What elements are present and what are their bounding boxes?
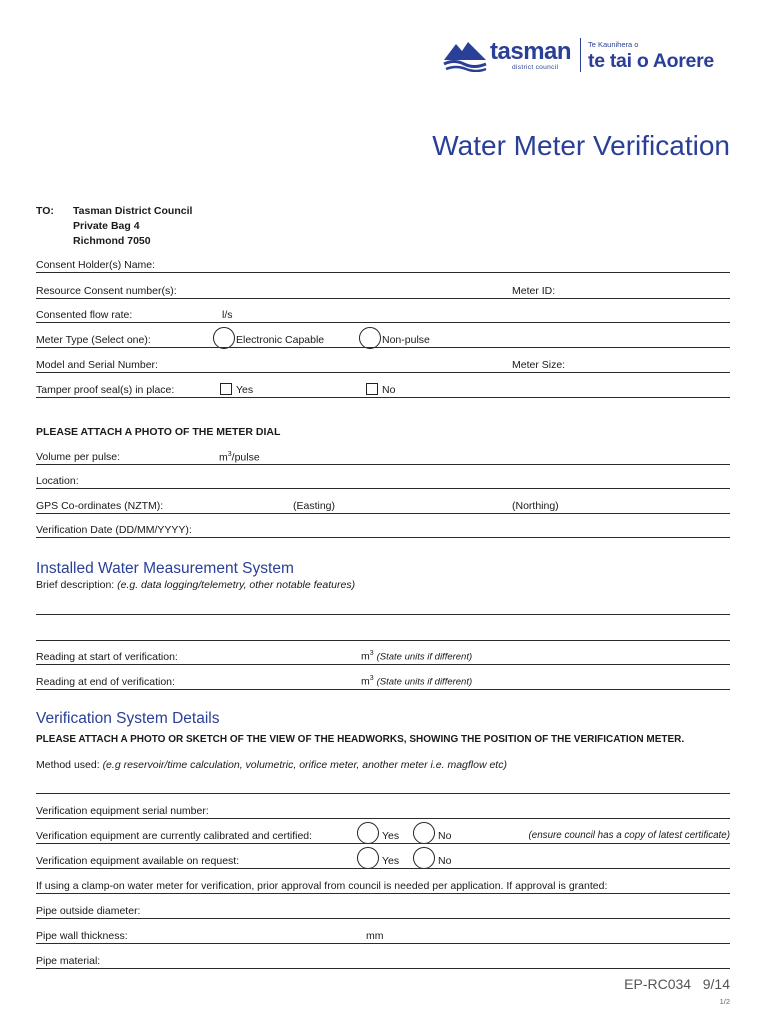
easting-label: (Easting): [293, 500, 336, 512]
reading-start-label: Reading at start of verification:: [36, 651, 178, 663]
pipe-material-field[interactable]: [36, 968, 730, 969]
consent-holder-label: Consent Holder(s) Name:: [36, 259, 156, 271]
calibrated-line: [36, 843, 730, 844]
to-label: TO:: [36, 205, 54, 217]
calibrated-label: Verification equipment are currently calibrated and certified:: [36, 830, 313, 842]
flow-rate-field[interactable]: [36, 322, 730, 323]
logo-maori-large: te tai o Aorere: [588, 50, 714, 72]
gps-field[interactable]: [36, 513, 730, 514]
verification-date-field[interactable]: [36, 537, 730, 538]
tamper-line: [36, 397, 730, 398]
address-line-1: Tasman District Council: [73, 205, 193, 217]
non-pulse-label: Non-pulse: [382, 334, 430, 346]
method-used: Method used: (e.g reservoir/time calculation, volumetric, orifice meter, another meter i.e. magflow etc): [36, 759, 507, 771]
resource-consent-label: Resource Consent number(s):: [36, 285, 177, 297]
reading-end-label: Reading at end of verification:: [36, 676, 175, 688]
calibrated-no-radio[interactable]: [413, 822, 435, 844]
volume-pulse-unit: $m^3$/pulse: [219, 451, 260, 464]
consent-holder-field[interactable]: [36, 272, 730, 273]
equipment-serial-field[interactable]: [36, 818, 730, 819]
clamp-on-line: [36, 893, 730, 894]
tamper-yes-checkbox[interactable]: [220, 383, 232, 395]
calibrated-note: (ensure council has a copy of latest certificate): [528, 830, 730, 841]
pipe-diameter-label: Pipe outside diameter:: [36, 905, 141, 917]
tamper-no-checkbox[interactable]: [366, 383, 378, 395]
calibrated-yes-radio[interactable]: [357, 822, 379, 844]
address-line-2: Private Bag 4: [73, 220, 140, 232]
brief-description: Brief description: (e.g. data logging/telemetry, other notable features): [36, 579, 356, 591]
installed-system-heading: Installed Water Measurement System: [36, 560, 294, 577]
flow-rate-unit: l/s: [222, 309, 233, 321]
verification-date-label: Verification Date (DD/MM/YYYY):: [36, 524, 192, 536]
electronic-capable-radio[interactable]: [213, 327, 235, 349]
northing-label: (Northing): [512, 500, 559, 512]
logo-divider: [580, 38, 581, 72]
form-title: Water Meter Verification: [432, 130, 730, 161]
page-number: 1/2: [719, 997, 730, 1006]
reading-end-field[interactable]: [36, 689, 730, 690]
location-label: Location:: [36, 475, 79, 487]
available-yes-label: Yes: [382, 855, 400, 867]
pipe-material-label: Pipe material:: [36, 955, 101, 967]
volume-pulse-label: Volume per pulse:: [36, 451, 121, 463]
clamp-on-notice: If using a clamp-on water meter for verification, prior approval from council is needed per application. If approval is granted:: [36, 880, 608, 892]
council-logo: [442, 36, 732, 76]
pipe-wall-unit: mm: [366, 930, 384, 942]
available-label: Verification equipment available on request:: [36, 855, 240, 867]
reading-end-unit: $m^3$ (State units if different): [361, 675, 473, 688]
reading-start-unit: $m^3$ (State units if different): [361, 650, 473, 663]
tamper-label: Tamper proof seal(s) in place:: [36, 384, 175, 396]
meter-size-label: Meter Size:: [512, 359, 566, 371]
logo-brand: tasman: [490, 38, 572, 65]
non-pulse-radio[interactable]: [359, 327, 381, 349]
verification-system-heading: Verification System Details: [36, 710, 220, 727]
tamper-yes-label: Yes: [236, 384, 254, 396]
method-used-field[interactable]: [36, 793, 730, 794]
available-no-label: No: [438, 855, 452, 867]
pipe-diameter-field[interactable]: [36, 918, 730, 919]
calibrated-no-label: No: [438, 830, 452, 842]
electronic-capable-label: Electronic Capable: [236, 334, 325, 346]
equipment-serial-label: Verification equipment serial number:: [36, 805, 209, 817]
meter-type-label: Meter Type (Select one):: [36, 334, 151, 346]
calibrated-yes-label: Yes: [382, 830, 400, 842]
available-no-radio[interactable]: [413, 847, 435, 869]
gps-label: GPS Co-ordinates (NZTM):: [36, 500, 164, 512]
brief-description-line-1[interactable]: [36, 614, 730, 615]
address-line-3: Richmond 7050: [73, 235, 151, 247]
meter-dial-photo-notice: PLEASE ATTACH A PHOTO OF THE METER DIAL: [36, 426, 281, 438]
tamper-no-label: No: [382, 384, 396, 396]
model-serial-label: Model and Serial Number:: [36, 359, 158, 371]
logo-maori-small: Te Kaunihera o: [588, 40, 639, 49]
form-code: EP-RC034 9/14: [624, 976, 730, 992]
mountain-wave-icon: [442, 38, 488, 72]
volume-pulse-field[interactable]: [36, 464, 730, 465]
resource-consent-field[interactable]: [36, 298, 730, 299]
pipe-wall-field[interactable]: [36, 943, 730, 944]
meter-id-label: Meter ID:: [512, 285, 556, 297]
flow-rate-label: Consented flow rate:: [36, 309, 133, 321]
pipe-wall-label: Pipe wall thickness:: [36, 930, 128, 942]
brief-description-line-2[interactable]: [36, 640, 730, 641]
logo-brand-sub: district council: [512, 64, 559, 71]
meter-type-line: [36, 347, 730, 348]
location-field[interactable]: [36, 488, 730, 489]
headworks-photo-notice: PLEASE ATTACH A PHOTO OR SKETCH OF THE VIEW OF THE HEADWORKS, SHOWING THE POSITION OF THE VERIFICATION METER.: [36, 734, 685, 745]
available-line: [36, 868, 730, 869]
reading-start-field[interactable]: [36, 664, 730, 665]
model-serial-field[interactable]: [36, 372, 730, 373]
available-yes-radio[interactable]: [357, 847, 379, 869]
